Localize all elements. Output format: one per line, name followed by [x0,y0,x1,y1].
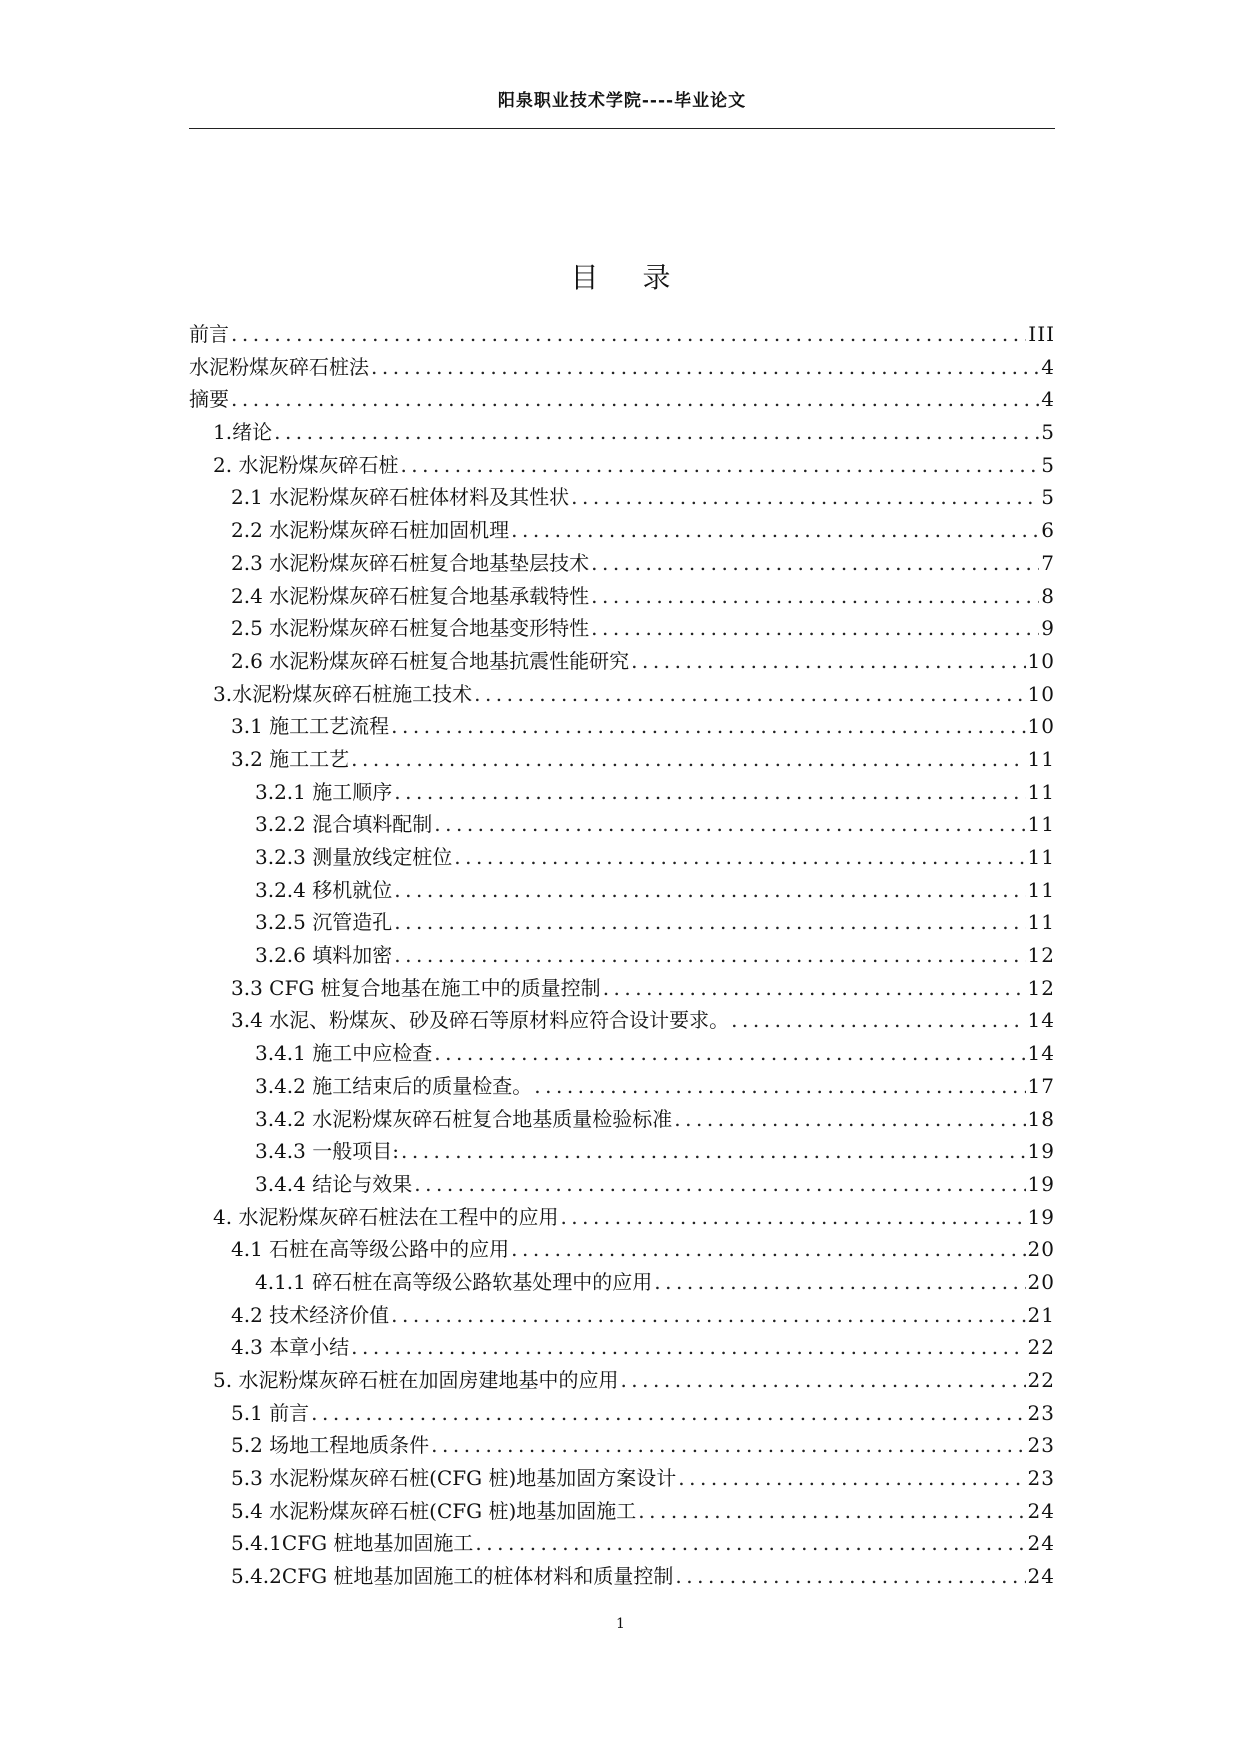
toc-dot-leader [434,1041,1025,1065]
toc-entry-page: 24 [1027,1564,1055,1589]
toc-dot-leader [731,1008,1025,1032]
toc-entry-page: 20 [1027,1269,1055,1294]
toc-entry-label: 2.1 水泥粉煤灰碎石桩体材料及其性状 [231,485,570,510]
toc-entry-label: 2. 水泥粉煤灰碎石桩 [213,452,399,477]
toc-entry[interactable] [189,1299,1055,1332]
toc-entry[interactable] [189,874,1055,907]
toc-entry-page: 4 [1041,354,1055,379]
toc-dot-leader [674,1107,1025,1131]
toc-dot-leader [631,649,1025,673]
toc-entry[interactable] [189,939,1055,972]
toc-entry-label: 前言 [189,322,229,346]
toc-entry[interactable] [189,841,1055,874]
toc-entry[interactable] [189,1103,1055,1136]
toc-entry-label: 1.绪论 [213,420,273,445]
toc-entry-label: 3.4 水泥、粉煤灰、砂及碎石等原材料应符合设计要求。 [231,1008,730,1033]
toc-entry-label: 4.1 石桩在高等级公路中的应用 [231,1237,510,1262]
toc-entry-label: 5.2 场地工程地质条件 [231,1433,430,1458]
toc-entry[interactable] [189,612,1055,645]
toc-entry-page: 24 [1027,1531,1055,1556]
toc-entry-label: 3.2 施工工艺 [231,746,350,771]
toc-entry-page: 5 [1041,452,1055,477]
toc-entry-label: 3.3 CFG 桩复合地基在施工中的质量控制 [231,975,601,1000]
toc-entry-page: III [1028,322,1055,346]
toc-entry-label: 3.4.1 施工中应检查 [255,1041,433,1066]
toc-entry[interactable] [189,678,1055,711]
toc-entry[interactable] [189,776,1055,809]
toc-entry-label: 5.4 水泥粉煤灰碎石桩(CFG 桩)地基加固施工 [231,1498,637,1523]
toc-entry[interactable] [189,1364,1055,1397]
toc-entry-page: 5 [1041,420,1055,445]
toc-entry-page: 11 [1027,779,1055,804]
toc-entry[interactable] [189,1560,1055,1593]
toc-entry-page: 7 [1041,550,1055,575]
toc-entry-label: 摘要 [189,387,229,412]
toc-dot-leader [434,812,1025,836]
toc-dot-leader [401,1139,1026,1163]
toc-dot-leader [591,551,1039,575]
toc-entry-page: 18 [1027,1106,1055,1131]
toc-dot-leader [638,1499,1025,1523]
toc-entry-label: 3.2.6 填料加密 [255,943,393,968]
toc-entry-label: 3.水泥粉煤灰碎石桩施工技术 [213,681,473,706]
toc-entry-label: 4.2 技术经济价值 [231,1302,390,1327]
toc-entry[interactable] [189,1004,1055,1037]
toc-entry-page: 12 [1027,943,1055,968]
toc-dot-leader [454,845,1025,869]
toc-entry[interactable] [189,1397,1055,1430]
toc-dot-leader [534,1074,1025,1098]
toc-entry[interactable] [189,645,1055,678]
toc-entry[interactable] [189,1266,1055,1299]
toc-dot-leader [511,518,1039,542]
toc-dot-leader [394,943,1025,967]
toc-entry[interactable] [189,972,1055,1005]
toc-entry-page: 11 [1027,746,1055,771]
toc-entry-label: 5. 水泥粉煤灰碎石桩在加固房建地基中的应用 [213,1368,619,1392]
toc-entry-page: 10 [1027,714,1055,739]
toc-entry[interactable] [189,1331,1055,1364]
toc-entry-page: 22 [1027,1335,1055,1360]
toc-entry-page: 19 [1027,1171,1055,1196]
toc-entry-label: 3.2.5 沉管造孔 [255,910,393,935]
toc-entry[interactable] [189,1070,1055,1103]
toc-entry-page: 10 [1027,681,1055,706]
toc-entry-page: 17 [1027,1073,1055,1098]
toc-dot-leader [654,1270,1025,1294]
toc-entry-page: 11 [1027,877,1055,902]
toc-entry-label: 3.2.4 移机就位 [255,877,393,902]
toc-entry-page: 4 [1041,387,1055,412]
toc-dot-leader [620,1368,1025,1392]
toc-dot-leader [474,682,1025,706]
toc-dot-leader [571,485,1039,509]
toc-dot-leader [231,387,1039,411]
toc-dot-leader [603,976,1026,1000]
toc-entry[interactable] [189,743,1055,776]
toc-dot-leader [394,780,1025,804]
toc-dot-leader [400,453,1039,477]
toc-dot-leader [351,1335,1025,1359]
toc-dot-leader [675,1564,1025,1588]
table-of-contents [189,318,1055,1593]
toc-entry-label: 2.4 水泥粉煤灰碎石桩复合地基承载特性 [231,583,590,608]
toc-entry-label: 水泥粉煤灰碎石桩法 [189,354,369,379]
toc-entry-label: 3.2.1 施工顺序 [255,779,393,804]
toc-entry-page: 5 [1041,485,1055,510]
toc-dot-leader [391,1303,1025,1327]
toc-entry[interactable] [189,1037,1055,1070]
toc-entry[interactable] [189,449,1055,482]
toc-entry[interactable] [189,1233,1055,1266]
toc-dot-leader [678,1466,1025,1490]
toc-entry-page: 6 [1041,518,1055,543]
toc-entry[interactable] [189,318,1055,351]
toc-entry-page: 20 [1027,1237,1055,1262]
toc-entry-page: 23 [1027,1433,1055,1458]
toc-entry-label: 4.1.1 碎石桩在高等级公路软基处理中的应用 [255,1269,653,1294]
running-header: 阳泉职业技术学院----毕业论文 [497,91,747,111]
toc-entry-label: 3.2.3 测量放线定桩位 [255,845,453,869]
toc-dot-leader [394,910,1025,934]
toc-entry-page: 11 [1027,812,1055,837]
toc-entry-label: 5.4.1CFG 桩地基加固施工 [231,1531,474,1556]
toc-entry-label: 3.4.2 水泥粉煤灰碎石桩复合地基质量检验标准 [255,1106,673,1131]
toc-entry[interactable] [189,416,1055,449]
toc-entry-label: 4.3 本章小结 [231,1335,350,1360]
toc-entry[interactable] [189,481,1055,514]
toc-entry-label: 3.4.3 一般项目: [255,1139,399,1164]
toc-entry-label: 3.2.2 混合填料配制 [255,812,433,837]
toc-dot-leader [371,355,1039,379]
toc-dot-leader [591,584,1039,608]
toc-entry-page: 24 [1027,1498,1055,1523]
toc-entry[interactable] [189,1135,1055,1168]
toc-dot-leader [475,1531,1025,1555]
toc-entry[interactable] [189,710,1055,743]
toc-entry-label: 2.6 水泥粉煤灰碎石桩复合地基抗震性能研究 [231,648,630,673]
toc-entry-page: 14 [1027,1041,1055,1066]
toc-entry[interactable] [189,1429,1055,1462]
toc-entry[interactable] [189,1462,1055,1495]
toc-entry-page: 23 [1027,1400,1055,1425]
toc-entry-label: 2.3 水泥粉煤灰碎石桩复合地基垫层技术 [231,550,590,575]
toc-entry[interactable] [189,906,1055,939]
toc-entry-page: 12 [1027,975,1055,1000]
toc-entry-page: 19 [1027,1204,1055,1229]
toc-entry[interactable] [189,383,1055,416]
toc-entry[interactable] [189,1495,1055,1528]
toc-dot-leader [311,1401,1025,1425]
toc-entry-page: 10 [1027,648,1055,673]
toc-entry[interactable] [189,514,1055,547]
toc-entry[interactable] [189,1201,1055,1234]
toc-entry-page: 21 [1027,1302,1055,1327]
toc-entry-label: 3.4.2 施工结束后的质量检查。 [255,1073,533,1098]
toc-entry[interactable] [189,808,1055,841]
toc-entry[interactable] [189,1527,1055,1560]
toc-dot-leader [391,714,1025,738]
toc-dot-leader [591,616,1039,640]
toc-entry-page: 19 [1027,1139,1055,1164]
toc-entry[interactable] [189,1168,1055,1201]
header-rule [189,128,1055,129]
toc-title: 目录 [570,261,715,294]
toc-entry-page: 11 [1027,910,1055,935]
toc-dot-leader [431,1433,1025,1457]
toc-entry-label: 5.4.2CFG 桩地基加固施工的桩体材料和质量控制 [231,1564,674,1589]
toc-dot-leader [351,747,1025,771]
page-number: 1 [616,1616,625,1632]
toc-entry[interactable] [189,580,1055,613]
toc-entry-label: 2.5 水泥粉煤灰碎石桩复合地基变形特性 [231,616,590,641]
toc-entry-page: 11 [1027,845,1055,869]
toc-entry-page: 14 [1027,1008,1055,1033]
toc-entry[interactable] [189,547,1055,580]
toc-dot-leader [560,1205,1025,1229]
toc-entry-label: 5.1 前言 [231,1400,310,1425]
toc-entry-page: 9 [1041,616,1055,641]
toc-entry-page: 8 [1041,583,1055,608]
toc-entry-label: 5.3 水泥粉煤灰碎石桩(CFG 桩)地基加固方案设计 [231,1466,677,1491]
toc-dot-leader [511,1237,1025,1261]
toc-entry-label: 4. 水泥粉煤灰碎石桩法在工程中的应用 [213,1204,559,1229]
toc-dot-leader [414,1172,1025,1196]
toc-entry-label: 2.2 水泥粉煤灰碎石桩加固机理 [231,518,510,543]
toc-entry-page: 23 [1027,1466,1055,1491]
toc-entry-page: 22 [1027,1368,1055,1392]
toc-entry[interactable] [189,351,1055,384]
toc-dot-leader [231,322,1026,346]
toc-dot-leader [394,878,1025,902]
toc-dot-leader [274,420,1039,444]
toc-entry-label: 3.4.4 结论与效果 [255,1171,413,1196]
toc-entry-label: 3.1 施工工艺流程 [231,714,390,739]
